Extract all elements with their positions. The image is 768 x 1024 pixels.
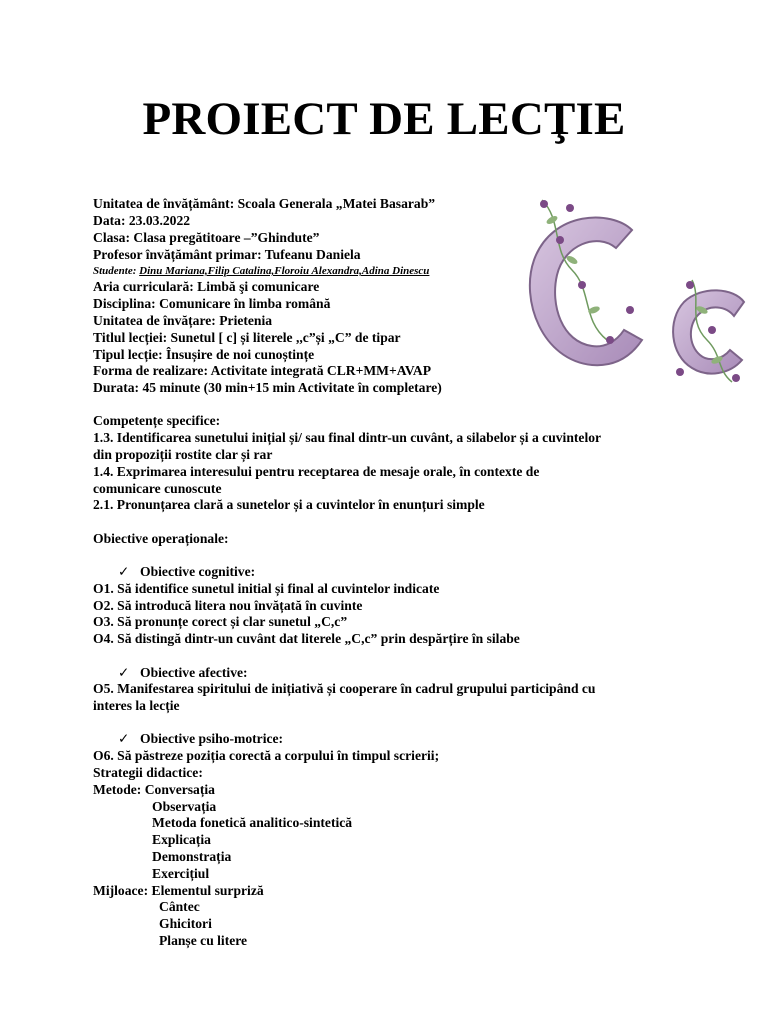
means-item: Planșe cu litere — [159, 933, 248, 948]
competence-line: 1.4. Exprimarea interesului pentru receptarea de mesaje orale, în contexte de — [93, 464, 540, 479]
checkmark-icon: ✓ — [118, 564, 130, 579]
psychomotor-heading — [118, 731, 283, 747]
checkmark-icon: ✓ — [118, 731, 130, 746]
objective-line: O1. Să identifice sunetul initial și final al cuvintelor indicate — [93, 581, 440, 596]
affective-heading — [118, 665, 248, 681]
competence-line: din propoziții rostite clar și rar — [93, 447, 273, 462]
means-item: Elementul surpriză — [151, 883, 264, 898]
duration-line: Durata: 45 minute (30 min+15 min Activitate în completare) — [93, 380, 442, 395]
learning-unit-line: Unitatea de învățare: Prietenia — [93, 313, 273, 328]
objectives-heading: Obiective operaționale: — [93, 531, 229, 546]
method-item: Exercițiul — [152, 866, 210, 881]
methods-line — [93, 782, 215, 798]
students-line — [93, 263, 429, 279]
competences-heading: Competențe specifice: — [93, 413, 221, 428]
page-title: PROIECT DE LECŢIE — [142, 93, 626, 145]
objective-line: O5. Manifestarea spiritului de inițiativă și cooperare în cadrul grupului participând cu — [93, 681, 596, 696]
affective-heading-text: Obiective afective: — [140, 665, 248, 680]
cognitive-heading-text: Obiective cognitive: — [140, 564, 256, 579]
means-item: Ghicitori — [159, 916, 212, 931]
objective-line: interes la lecție — [93, 698, 180, 713]
teacher-line: Profesor învățământ primar: Tufeanu Daniela — [93, 247, 361, 262]
competence-line: comunicare cunoscute — [93, 481, 222, 496]
students-label: Studente: — [93, 265, 137, 277]
cognitive-heading — [118, 564, 255, 580]
checkmark-icon: ✓ — [118, 665, 130, 680]
lesson-type-line: Tipul lecție: Însușire de noi cunoștințe — [93, 347, 315, 362]
method-item: Conversația — [144, 782, 215, 797]
discipline-line: Disciplina: Comunicare în limba română — [93, 296, 331, 311]
method-item: Demonstrația — [152, 849, 232, 864]
psychomotor-heading-text: Obiective psiho-motrice: — [140, 731, 284, 746]
class-line: Clasa: Clasa pregătitoare –”Ghindute” — [93, 230, 320, 245]
strategies-heading: Strategii didactice: — [93, 765, 203, 780]
objective-line: O6. Să păstreze poziția corectă a corpului în timpul scrierii; — [93, 748, 440, 763]
form-line: Forma de realizare: Activitate integrată CLR+MM+AVAP — [93, 363, 432, 378]
method-item: Observația — [152, 799, 217, 814]
objective-line: O2. Să introducă litera nou învățată în cuvinte — [93, 598, 363, 613]
means-item: Cântec — [159, 899, 200, 914]
means-line — [93, 883, 264, 899]
method-item: Metoda fonetică analitico-sintetică — [152, 815, 353, 830]
method-item: Explicația — [152, 832, 211, 847]
competence-line: 1.3. Identificarea sunetului inițial și/ sau final dintr-un cuvânt, a silabelor și a cuvintelor — [93, 430, 602, 445]
students-names: Dinu Mariana,Filip Catalina,Floroiu Alexandra,Adina Dinescu — [139, 265, 430, 277]
school-line: Unitatea de învățământ: Scoala Generala „Matei Basarab” — [93, 196, 436, 211]
lesson-title-line: Titlul lecției: Sunetul [ c] și literele ,,c”și „C” de tipar — [93, 330, 401, 345]
methods-label: Metode: — [93, 782, 142, 797]
objective-line: O3. Să pronunțe corect și clar sunetul „C,c” — [93, 614, 348, 629]
means-label: Mijloace: — [93, 883, 149, 898]
decorative-letter-cc-image — [512, 190, 752, 390]
objective-line: O4. Să distingă dintr-un cuvânt dat literele „C,c” prin despărțire în silabe — [93, 631, 520, 646]
date-line: Data: 23.03.2022 — [93, 213, 191, 228]
competence-line: 2.1. Pronunțarea clară a sunetelor și a cuvintelor în enunțuri simple — [93, 497, 485, 512]
curricular-area-line: Aria curriculară: Limbă şi comunicare — [93, 279, 320, 294]
